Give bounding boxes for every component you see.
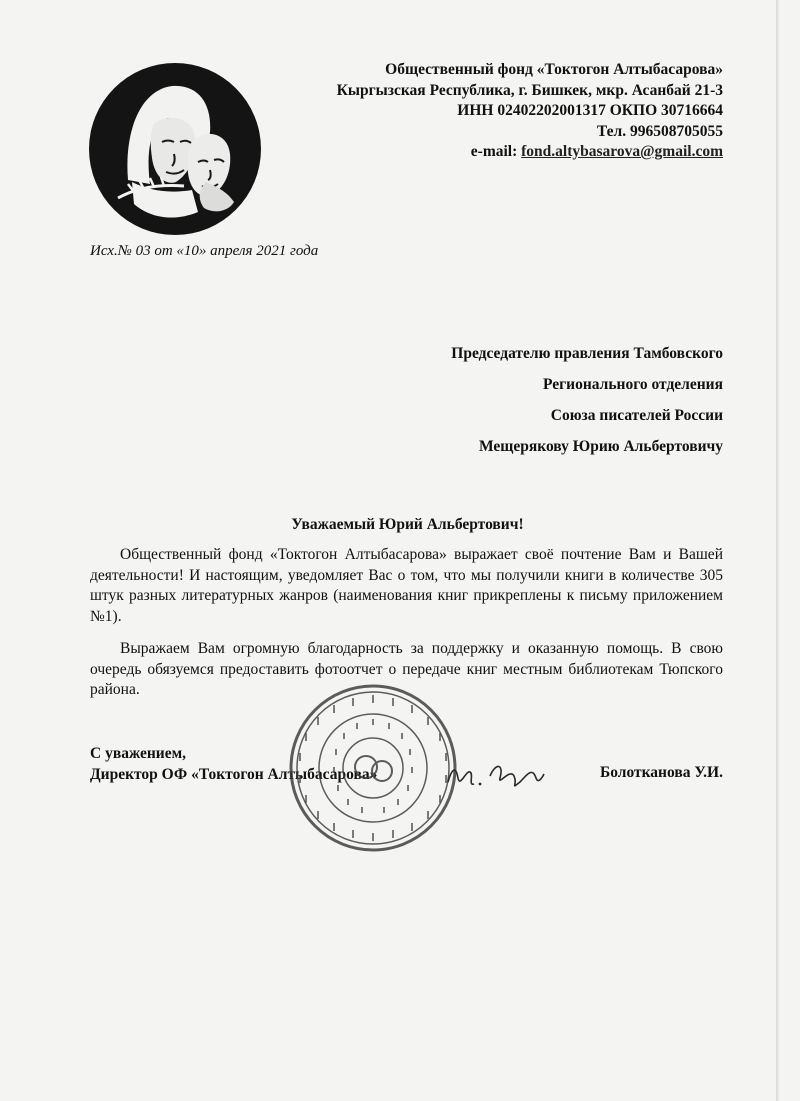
addressee-line: Регионального отделения [542, 376, 723, 393]
org-email-line [263, 142, 723, 163]
email-label: e-mail: [470, 143, 518, 160]
page-edge [776, 0, 779, 1101]
addressee-line: Союза писателей России [550, 407, 723, 424]
body-paragraph: Общественный фонд «Токтогон Алтыбасарова» выражает своё почтение Вам и Вашей деятельности! И настоящим, уведомляет Вас о том, что мы получили книги в количестве 305 штук разных литературных жанров (наименования книг прикреплены к письму приложением №1). [90, 546, 723, 625]
outgoing-reference: Исх.№ 03 от «10» апреля 2021 года [90, 243, 319, 259]
signer-position: Директор ОФ «Токтогон Алтыбасарова» [90, 766, 378, 783]
round-seal-stamp-icon [288, 683, 458, 853]
addressee-block [283, 338, 723, 462]
org-ids: ИНН 02402202001317 ОКПО 30716664 [457, 102, 723, 119]
handwritten-signature-icon [440, 748, 550, 798]
addressee-line: Мещерякову Юрию Альбертовичу [478, 438, 723, 455]
salutation: Уважаемый Юрий Альбертович! [291, 516, 524, 533]
addressee-line: Председателю правления Тамбовского [451, 345, 723, 362]
closing-regards: С уважением, [90, 745, 187, 762]
organization-header [263, 60, 723, 163]
body-paragraph: Выражаем Вам огромную благодарность за поддержку и оказанную помощь. В свою очередь обязуемся предоставить фотоотчет о передаче книг местным библиотекам Тюпского района. [90, 640, 723, 698]
org-phone: Тел. 996508705055 [596, 122, 723, 140]
org-name: Общественный фонд «Токтогон Алтыбасарова» [385, 61, 723, 78]
org-address: Кыргызская Республика, г. Бишкек, мкр. Асанбай 21-3 [336, 81, 723, 99]
signer-name: Болотканова У.И. [599, 764, 723, 781]
foundation-logo-icon [88, 62, 262, 236]
email-link[interactable]: fond.altybasarova@gmail.com [521, 143, 723, 160]
